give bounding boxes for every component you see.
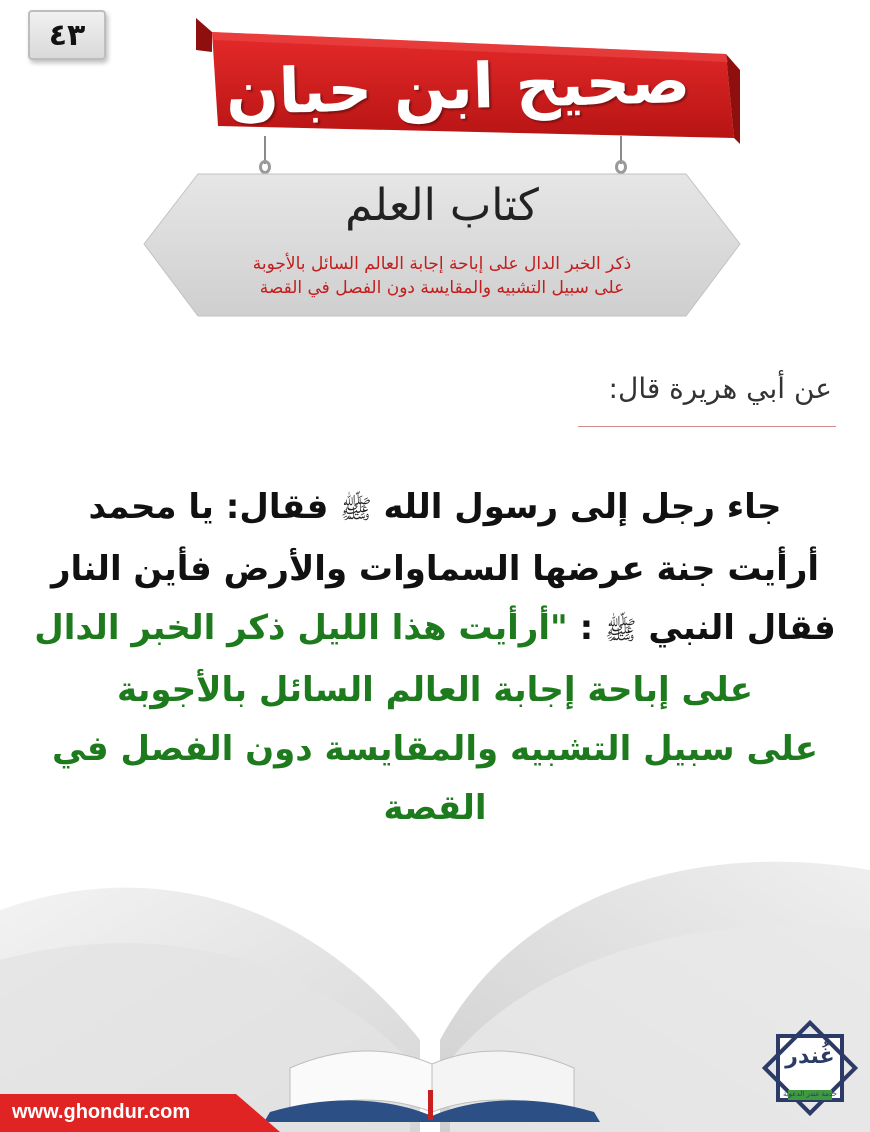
hadith-line-1 bbox=[14, 478, 856, 540]
ghondur-logo-icon bbox=[760, 1018, 860, 1118]
chapter-subtitle bbox=[182, 252, 702, 300]
logo-tagline: خدمة غندر الدعوية bbox=[782, 1090, 838, 1098]
hadith-line-3-part-a: فقال النبي bbox=[648, 608, 836, 648]
chapter-title: كتاب العلم bbox=[345, 180, 539, 231]
hadith-line-1-part-a: جاء رجل إلى رسول الله bbox=[383, 487, 782, 527]
hadith-line-3 bbox=[14, 599, 856, 661]
salawat-glyph: ﷺ bbox=[340, 495, 372, 525]
salawat-glyph-2: ﷺ bbox=[605, 616, 637, 646]
chapter-subtitle-line-1: ذكر الخبر الدال على إباحة إجابة العالم السائل بالأجوبة bbox=[252, 254, 632, 274]
banner-title: صحيح ابن حبان bbox=[224, 43, 692, 129]
narrator-divider bbox=[578, 426, 836, 427]
hadith-line-5: على سبيل التشبيه والمقايسة دون الفصل في القصة bbox=[52, 729, 818, 828]
chapter-subtitle-line-2: على سبيل التشبيه والمقايسة دون الفصل في القصة bbox=[259, 278, 625, 298]
hadith-line-2: أرأيت جنة عرضها السماوات والأرض فأين النار bbox=[50, 549, 820, 589]
hadith-line-3-colon: : bbox=[579, 608, 594, 648]
hadith-text bbox=[14, 478, 856, 838]
hadith-line-1-part-b: فقال: يا محمد bbox=[88, 487, 329, 527]
logo-name: غُندر bbox=[785, 1044, 835, 1069]
hadith-line-4: على إباحة إجابة العالم السائل بالأجوبة bbox=[116, 670, 754, 710]
open-book-icon bbox=[0, 850, 870, 1132]
hadith-line-3-quote: "أرأيت هذا الليل ذكر الخبر الدال bbox=[34, 608, 568, 648]
website-link[interactable]: www.ghondur.com bbox=[12, 1101, 191, 1123]
page-number-badge bbox=[28, 10, 106, 60]
page-number: ٤٣ bbox=[48, 17, 86, 53]
narrator-text: عن أبي هريرة قال: bbox=[608, 372, 832, 405]
title-banner bbox=[188, 14, 744, 144]
chapter-plaque bbox=[142, 168, 742, 320]
